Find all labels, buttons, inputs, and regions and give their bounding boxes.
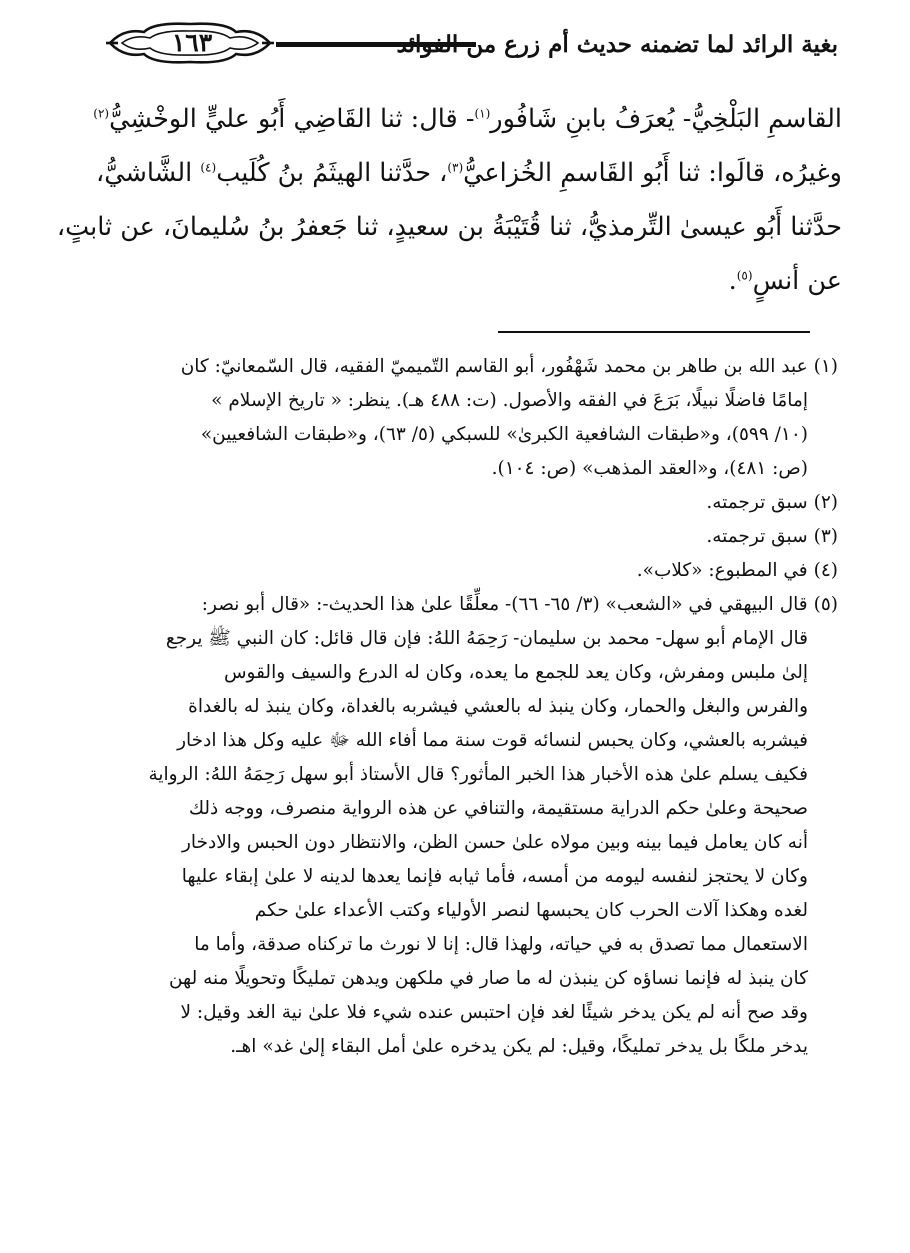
footnote-line — [100, 554, 838, 588]
footnotes — [100, 350, 838, 1064]
footnote-line: كان ينبذ له فإنما نساؤه كن ينبذن له ما صار في ملكهن ويدهن تمليكًا وتحويلًا منه لهن — [168, 968, 808, 989]
footnote-number: (١) — [813, 356, 838, 377]
footnote-marker: (٢) — [93, 106, 110, 121]
footnote-1 — [100, 350, 838, 486]
footnote-marker: (٣) — [447, 160, 464, 175]
footnote-separator — [498, 331, 810, 333]
footnote-line: وكان لا يحتجز لنفسه ليومه من أمسه، فأما ثيابه فإنما يعدها لدينه لا علىٰ إبقاء عليها — [181, 866, 808, 887]
footnote-number: (٣) — [813, 526, 838, 547]
footnote-5 — [100, 588, 838, 1064]
main-text-line: حدَّثنا أَبُو عيسىٰ التِّرمذيُّ، ثنا قُتَيْبَةُ بن سعيدٍ، ثنا جَعفرُ بنُ سُليمانَ، عن ثابتٍ، — [56, 212, 842, 242]
footnote-marker: (١) — [474, 106, 491, 121]
page-number-ornament — [104, 18, 274, 68]
footnote-line: يدخر ملكًا بل يدخر تمليكًا، وقيل: لم يكن يدخره علىٰ أمل البقاء إلىٰ غد» اهـ. — [230, 1036, 808, 1057]
main-text-line: وغيرُه، قالَوا: ثنا أَبُو القَاسمِ الخُزاعيُّ$^{(٣)}$، حدَّثنا الهيثَمُ بنُ كُلَيب$^{(٤)}$ الشَّاشيُّ، — [96, 158, 842, 188]
footnote-marker: (٥) — [736, 268, 753, 283]
footnote-line: الاستعمال مما تصدق به في حياته، ولهذا قال: إنا لا نورث ما تركناه صدقة، وأما ما — [194, 934, 808, 955]
footnote-text: عبد الله بن طاهر بن محمد شَهْفُور، أبو القاسم التّميميّ الفقيه، قال السّمعانيّ: كان — [180, 356, 808, 377]
footnote-line — [100, 350, 838, 384]
footnote-3 — [100, 520, 838, 554]
footnote-number: (٢) — [813, 492, 838, 513]
footnote-line: إمامًا فاضلًا نبيلًا، بَرَعَ في الفقه والأصول. (ت: ٤٨٨ هـ). ينظر: « تاريخ الإسلام » — [211, 390, 808, 411]
footnote-line: صحيحة وعلىٰ حكم الدراية مستقيمة، والتنافي عن هذه الرواية منصرف، ووجه ذلك — [188, 798, 808, 819]
footnote-line: والفرس والبغل والحمار، وكان ينبذ له بالعشي فيشربه بالغداة، وكان ينبذ له بالغداة — [188, 696, 808, 717]
footnote-line — [100, 588, 838, 622]
footnote-line: لغده وهكذا آلات الحرب كان يحبسها لنصر الأولياء وكتب الأعداء علىٰ حكم — [254, 900, 808, 921]
footnote-2 — [100, 486, 838, 520]
footnote-number: (٤) — [813, 560, 838, 581]
footnote-text: قال البيهقي في «الشعب» (٣/ ٦٥- ٦٦)- معلِّقًا علىٰ هذا الحديث-: «قال أبو نصر: — [201, 594, 808, 615]
page-number: ١٦٣ — [171, 28, 213, 57]
footnote-number: (٥) — [813, 594, 838, 615]
footnote-line: فكيف يسلم علىٰ هذه الأخبار هذا الخبر المأثور؟ قال الأستاذ أبو سهل رَحِمَهُ اللهُ: الرواية — [148, 764, 808, 785]
footnote-line: إلىٰ ملبس ومفرش، وكان يعد للجمع ما يعده، وكان له الدرع والسيف والقوس — [223, 662, 808, 683]
footnote-line: (ص: ٤٨١)، و«العقد المذهب» (ص: ١٠٤). — [491, 458, 808, 479]
main-text-block — [56, 92, 842, 308]
footnote-line: (١٠/ ٥٩٩)، و«طبقات الشافعية الكبرىٰ» للسبكي (٥/ ٦٣)، و«طبقات الشافعيين» — [200, 424, 808, 445]
footnote-line — [100, 486, 838, 520]
footnote-line — [100, 520, 838, 554]
running-title: بغية الرائد لما تضمنه حديث أم زرع من الفوائد — [396, 31, 838, 58]
footnote-line: وقد صح أنه لم يكن يدخر شيئًا لغد فإن احتبس عنده شيء فلا علىٰ نية الغد وقيل: لا — [180, 1002, 808, 1023]
main-text-line: القاسمِ البَلْخِيُّ- يُعرَفُ بابنِ شَافُور$^{(١)}$- قال: ثنا القَاضِي أَبُو عليٍّ الوخْشِيُّ$^{(٢)}$ — [93, 104, 842, 134]
footnote-marker: (٤) — [200, 160, 217, 175]
footnote-line: فيشربه بالعشي، وكان يحبس لنسائه قوت سنة مما أفاء الله ﷻ عليه وكل هذا ادخار — [177, 730, 808, 751]
main-text-line: عن أنسٍ$^{(٥)}$. — [728, 266, 842, 296]
footnote-text: سبق ترجمته. — [706, 526, 808, 547]
footnote-text: في المطبوع: «كلاب». — [636, 560, 808, 581]
footnote-line: قال الإمام أبو سهل- محمد بن سليمان- رَحِمَهُ اللهُ: فإن قال قائل: كان النبي ﷺ يرجع — [165, 628, 808, 649]
footnote-text: سبق ترجمته. — [706, 492, 808, 513]
footnote-line: أنه كان يعامل فيما بينه وبين مولاه علىٰ حسن الظن، والانتظار دون الحبس والادخار — [182, 832, 808, 853]
running-header — [80, 18, 838, 78]
footnote-4 — [100, 554, 838, 588]
